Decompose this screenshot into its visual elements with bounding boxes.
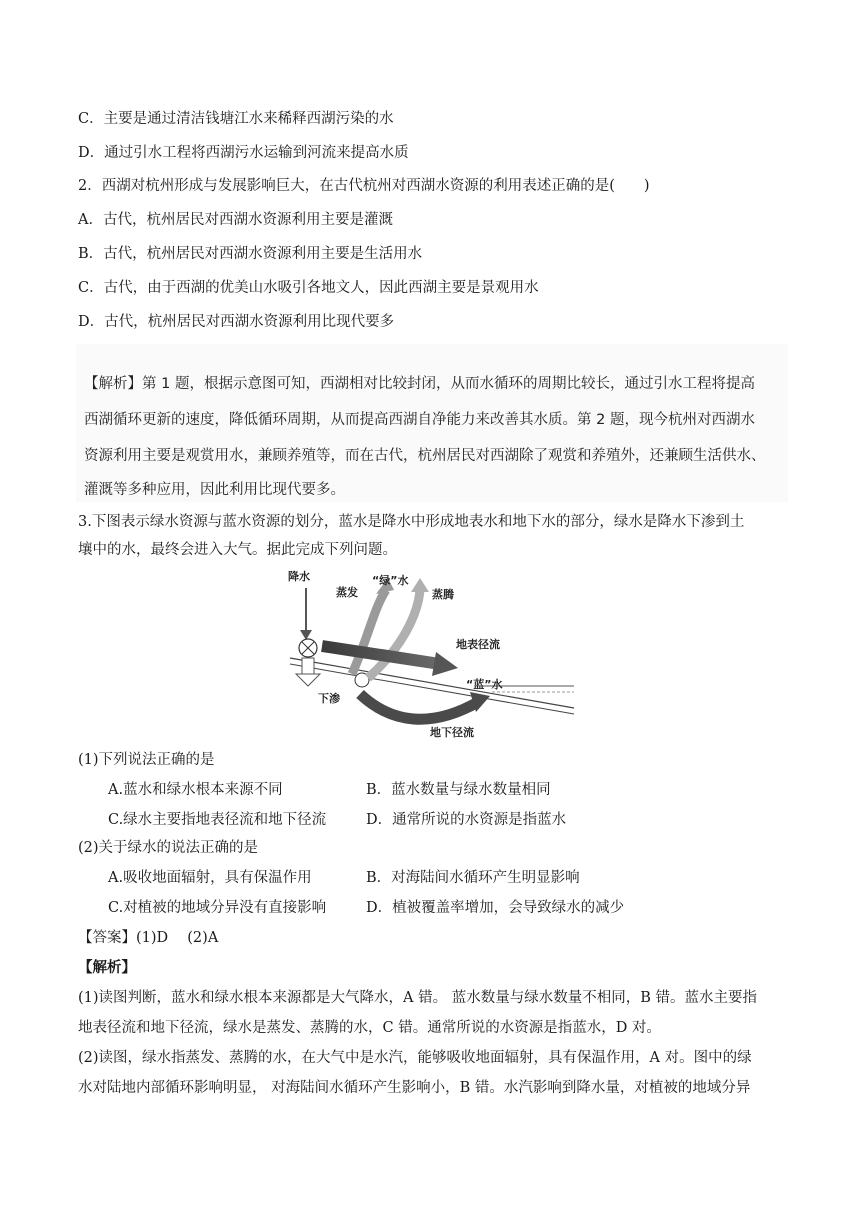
label-ground-runoff: 地下径流: [430, 726, 474, 739]
analysis-line: 水对陆地内部循环影响明显， 对海陆间水循环产生影响小，B 错。水汽影响到降水量，对植被的地域分异: [78, 1080, 751, 1096]
q2-stem: 2．西湖对杭州形成与发展影响巨大，在古代杭州对西湖水资源的利用表述正确的是( ): [78, 178, 650, 194]
q2-option-d: D．古代，杭州居民对西湖水资源利用比现代要多: [78, 314, 395, 330]
explanation-line: 西湖循环更新的速度，降低循环周期，从而提高西湖自净能力来改善其水质。第 2 题，现今杭州对西湖水: [84, 412, 755, 428]
q2-option-b: B．古代，杭州居民对西湖水资源利用主要是生活用水: [78, 246, 423, 262]
q2-option-c: C．古代，由于西湖的优美山水吸引各地文人，因此西湖主要是景观用水: [78, 280, 539, 296]
q3-intro-line: 壤中的水，最终会进入大气。据此完成下列问题。: [78, 542, 397, 558]
q2-option-a: A．古代，杭州居民对西湖水资源利用主要是灌溉: [78, 212, 393, 228]
ground-runoff-arrow: [360, 694, 478, 719]
analysis-line: (1)读图判断，蓝水和绿水根本来源都是大气降水，A 错。 蓝水数量与绿水数量不相同，B 错。蓝水主要指: [78, 990, 757, 1006]
explanation-line: 资源利用主要是观赏用水，兼顾养殖等，而在古代，杭州居民对西湖除了观赏和养殖外，还兼顾生活供水、: [84, 448, 766, 464]
water-cycle-diagram: [282, 568, 578, 740]
sub2-option-c: C.对植被的地域分异没有直接影响: [108, 900, 327, 916]
sub1-stem: (1)下列说法正确的是: [78, 752, 215, 768]
infiltration-arrow-head: [296, 674, 320, 686]
sub2-option-a: A.吸收地面辐射，具有保温作用: [108, 870, 312, 886]
answer-q3: 【答案】(1)D (2)A: [78, 930, 219, 946]
water-cycle-figure: [282, 568, 578, 740]
q1-option-d: D．通过引水工程将西湖污水运输到河流来提高水质: [78, 145, 409, 161]
sub2-option-d: D．植被覆盖率增加，会导致绿水的减少: [366, 900, 625, 916]
infiltration-arrow: [302, 658, 314, 676]
explanation-line: 【解析】第 1 题，根据示意图可知，西湖相对比较封闭，从而水循环的周期比较长，通过引水工程将提高: [84, 376, 755, 392]
label-precip: 降水: [288, 570, 310, 583]
soil-line: [290, 664, 574, 714]
analysis-label: 【解析】: [78, 959, 136, 976]
sub1-option-d: D．通常所说的水资源是指蓝水: [366, 812, 567, 828]
label-transp: 蒸腾: [432, 588, 454, 601]
label-surface-runoff: 地表径流: [456, 638, 500, 651]
sub1-option-b: B．蓝水数量与绿水数量相同: [366, 782, 551, 798]
analysis-line: (2)读图，绿水指蒸发、蒸腾的水，在大气中是水汽，能够吸收地面辐射，具有保温作用，A 对。图中的绿: [78, 1050, 752, 1066]
explanation-block: [76, 344, 788, 502]
sub2-option-b: B．对海陆间水循环产生明显影响: [366, 870, 580, 886]
q3-intro-line: 3.下图表示绿水资源与蓝水资源的划分，蓝水是降水中形成地表水和地下水的部分，绿水是降水下渗到土: [78, 514, 745, 530]
precip-arrow-head: [300, 630, 312, 640]
sub1-option-a: A.蓝水和绿水根本来源不同: [108, 782, 283, 798]
q1-option-c: C．主要是通过清洁钱塘江水来稀释西湖污染的水: [78, 111, 394, 127]
label-blue: “蓝”水: [466, 678, 503, 691]
label-green: “绿”水: [372, 574, 409, 587]
analysis-line: 地表径流和地下径流，绿水是蒸发、蒸腾的水，C 错。通常所说的水资源是指蓝水，D 对。: [78, 1020, 661, 1036]
label-evap: 蒸发: [336, 586, 358, 599]
sub2-stem: (2)关于绿水的说法正确的是: [78, 840, 259, 856]
explanation-line: 灌溉等多种应用，因此利用比现代要多。: [84, 482, 345, 498]
sub1-option-c: C.绿水主要指地表径流和地下径流: [108, 812, 327, 828]
label-infiltration: 下渗: [318, 692, 340, 705]
